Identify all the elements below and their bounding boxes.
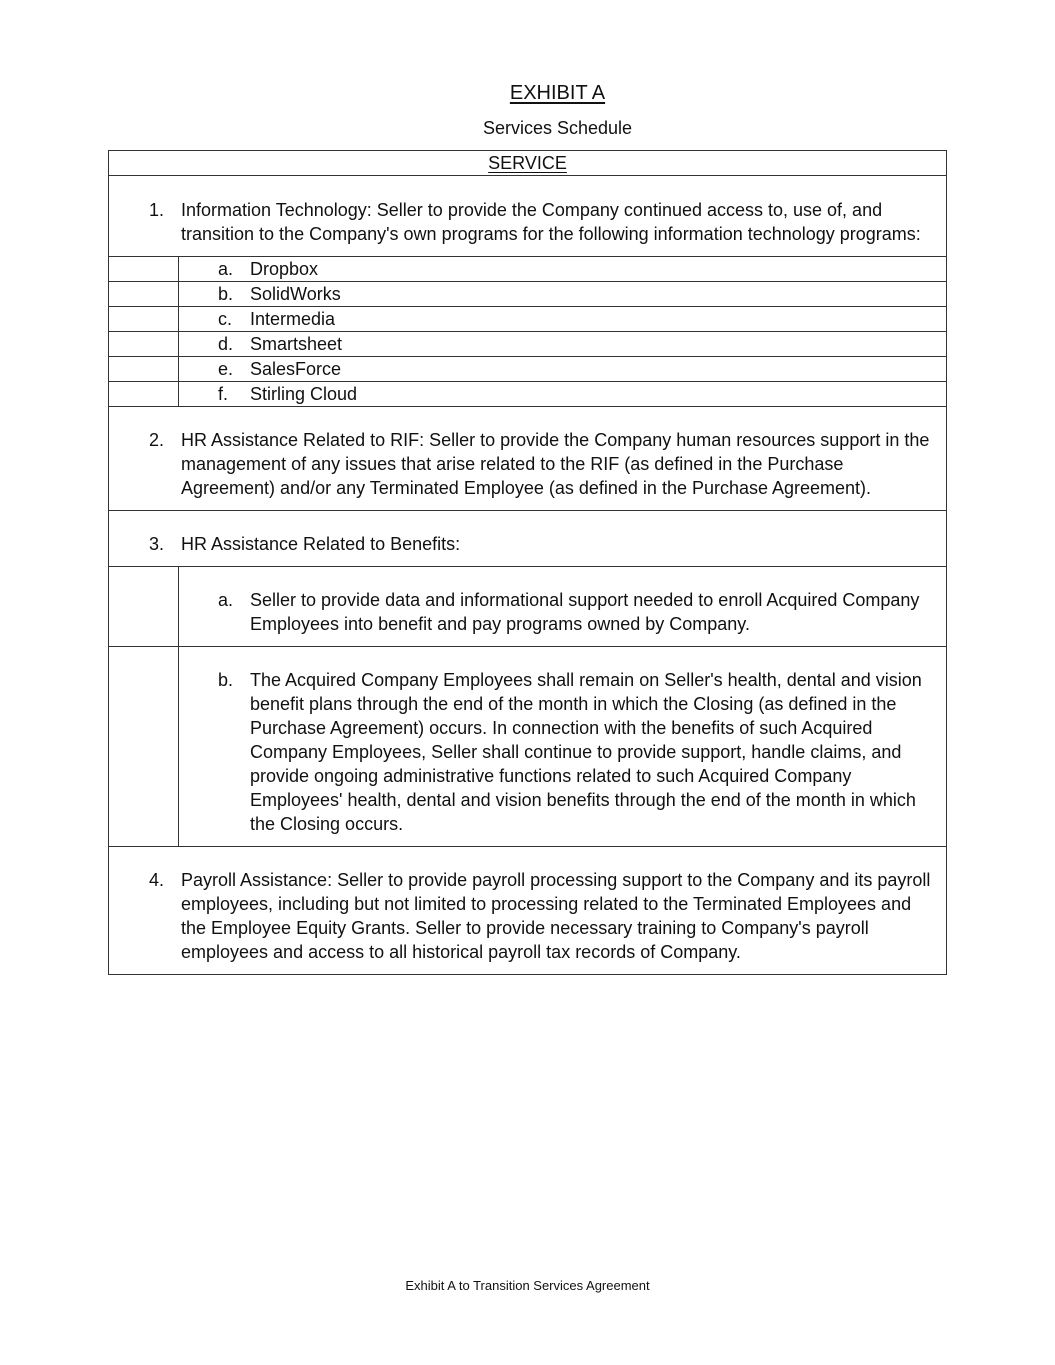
section-text: HR Assistance Related to Benefits: xyxy=(181,534,461,554)
item-text: Smartsheet xyxy=(250,334,343,354)
section-number: 1. xyxy=(149,200,165,220)
table-row xyxy=(109,567,947,647)
gutter-cell xyxy=(109,257,179,282)
section-number: 3. xyxy=(149,534,165,554)
table-row xyxy=(109,257,947,282)
it-program-stirling-cloud xyxy=(179,382,947,407)
section-information-technology xyxy=(109,176,947,257)
service-column-header: SERVICE xyxy=(109,151,947,176)
section-payroll xyxy=(109,847,947,975)
gutter-cell xyxy=(109,332,179,357)
gutter-cell xyxy=(109,357,179,382)
table-row xyxy=(109,176,947,257)
section-text: Payroll Assistance: Seller to provide payroll processing support to the Company and its payroll employees, including but not limited to processing related to the Terminated Employees and the Employee Equity Grants. Seller to provide necessary training to Company's payroll employees and access to all historical payroll tax records of Company. xyxy=(181,870,931,962)
item-text: Intermedia xyxy=(250,309,336,329)
table-row xyxy=(109,282,947,307)
section-hr-rif xyxy=(109,407,947,511)
table-row xyxy=(109,511,947,567)
table-row xyxy=(109,382,947,407)
section-number: 2. xyxy=(149,430,165,450)
table-row xyxy=(109,647,947,847)
gutter-cell xyxy=(109,567,179,647)
it-program-intermedia xyxy=(179,307,947,332)
item-letter: c. xyxy=(218,309,233,329)
section-text: Information Technology: Seller to provide the Company continued access to, use of, and transition to the Company's own programs for the following information technology programs: xyxy=(181,200,921,244)
gutter-cell xyxy=(109,647,179,847)
benefits-item-health-plans xyxy=(179,647,947,847)
exhibit-title: EXHIBIT A xyxy=(509,82,606,104)
it-program-salesforce xyxy=(179,357,947,382)
table-header-row xyxy=(109,151,947,176)
table-row xyxy=(109,357,947,382)
item-letter: f. xyxy=(218,384,229,404)
section-hr-benefits xyxy=(109,511,947,567)
item-letter: d. xyxy=(218,334,234,354)
page-footer: Exhibit A to Transition Services Agreement xyxy=(405,1278,650,1293)
schedule-subtitle: Services Schedule xyxy=(482,118,633,138)
gutter-cell xyxy=(109,307,179,332)
item-letter: b. xyxy=(218,670,234,690)
gutter-cell xyxy=(109,282,179,307)
item-letter: a. xyxy=(218,259,234,279)
section-text: HR Assistance Related to RIF: Seller to provide the Company human resources support in the management of any issues that arise related to the RIF (as defined in the Purchase Agreement) and/or any Terminated Employee (as defined in the Purchase Agreement). xyxy=(181,430,930,498)
table-row xyxy=(109,307,947,332)
table-row xyxy=(109,847,947,975)
table-row xyxy=(109,407,947,511)
item-text: The Acquired Company Employees shall remain on Seller's health, dental and vision benefit plans through the end of the month in which the Closing (as defined in the Purchase Agreement) occurs. In connection with the benefits of such Acquired Company Employees, Seller shall continue to provide support, handle claims, and provide ongoing administrative functions related to such Acquired Company Employees' health, dental and vision benefits through the end of the month in which the Closing occurs. xyxy=(250,670,922,834)
item-text: Stirling Cloud xyxy=(250,384,358,404)
section-number: 4. xyxy=(149,870,165,890)
item-letter: e. xyxy=(218,359,234,379)
item-letter: b. xyxy=(218,284,234,304)
item-letter: a. xyxy=(218,590,234,610)
it-program-dropbox xyxy=(179,257,947,282)
item-text: Seller to provide data and informational support needed to enroll Acquired Company Employees into benefit and pay programs owned by Company. xyxy=(250,590,920,634)
gutter-cell xyxy=(109,382,179,407)
benefits-item-enroll xyxy=(179,567,947,647)
table-row xyxy=(109,332,947,357)
it-program-solidworks xyxy=(179,282,947,307)
item-text: SalesForce xyxy=(250,359,342,379)
item-text: SolidWorks xyxy=(250,284,341,304)
it-program-smartsheet xyxy=(179,332,947,357)
services-table xyxy=(108,150,947,975)
item-text: Dropbox xyxy=(250,259,319,279)
